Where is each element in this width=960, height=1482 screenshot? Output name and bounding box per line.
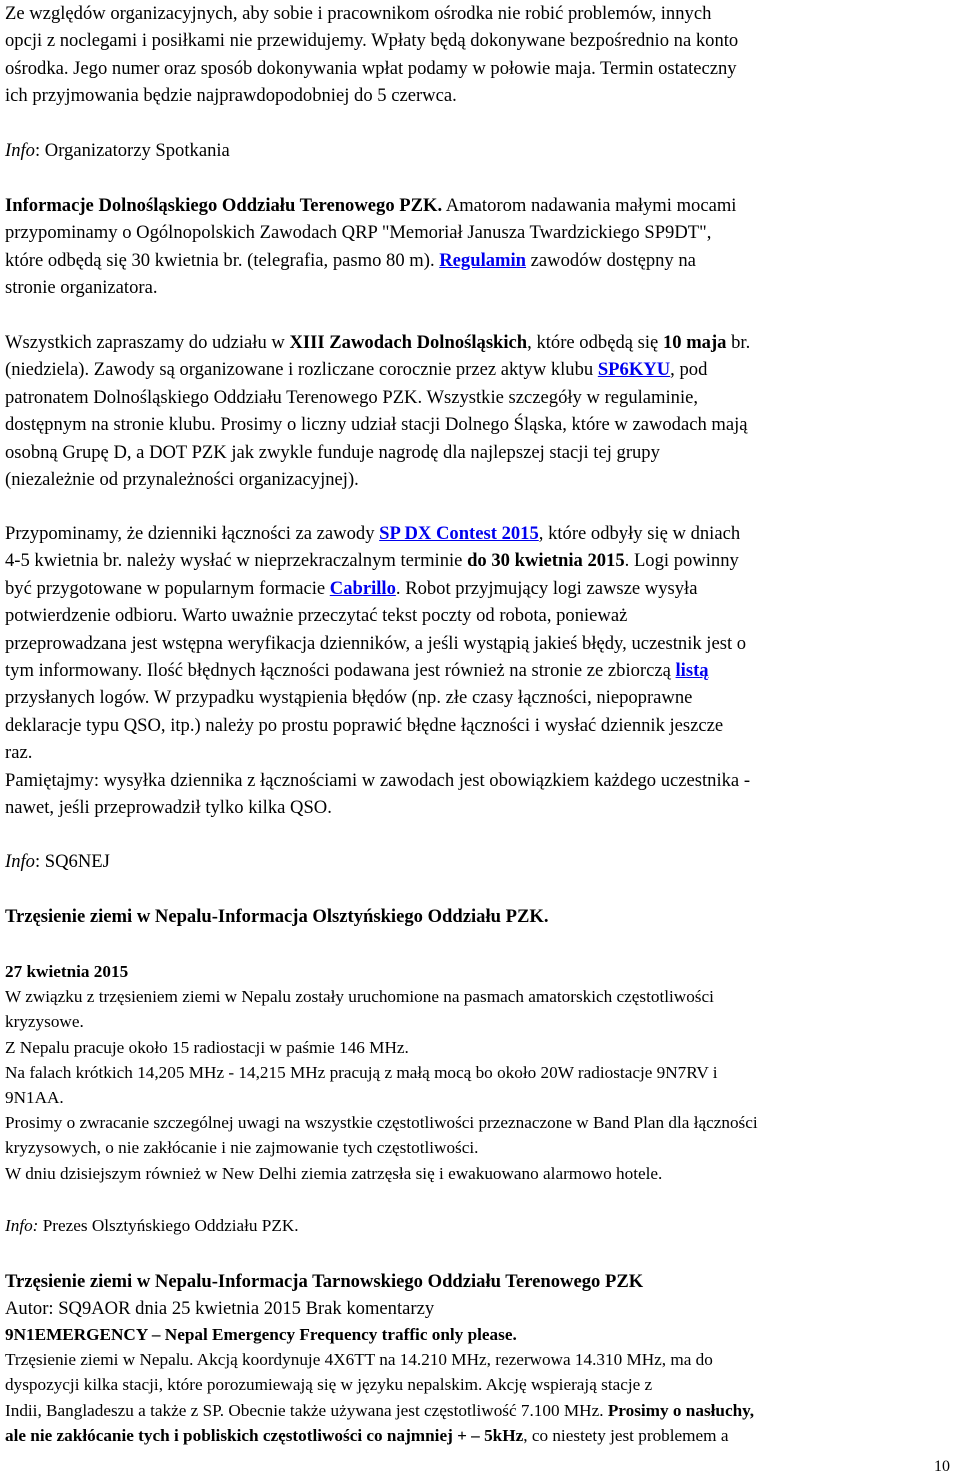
info-sq6nej xyxy=(5,848,955,875)
text-line: patronatem Dolnośląskiego Oddziału Terenowego PZK. Wszystkie szczegóły w regulaminie, xyxy=(5,386,699,408)
bold-text: do 30 kwietnia 2015 xyxy=(467,550,625,572)
text-line: opcji z noclegami i posiłkami nie przewidujemy. Wpłaty będą dokonywane bezpośrednio na konto xyxy=(5,30,739,52)
text-line: kryzysowych, o nie zakłócanie i nie zajmowanie tych częstotliwości. xyxy=(5,1138,479,1158)
text-line: (niedziela). Zawody są organizowane i rozliczane corocznie przez aktyw klubu xyxy=(5,359,598,381)
nepal-tarnow-heading-block xyxy=(5,1268,955,1323)
text-line: br. xyxy=(726,332,751,353)
dolny-section xyxy=(5,192,955,302)
regulamin-link[interactable]: Regulamin xyxy=(439,249,527,271)
info-organizers xyxy=(5,137,955,164)
text-line: przysłanych logów. W przypadku wystąpienia błędów (np. złe czasy łączności, niepoprawne xyxy=(5,687,693,709)
text-line: ośrodka. Jego numer oraz sposób dokonywania wpłat podamy w połowie maja. Termin ostateczny xyxy=(5,57,737,79)
bold-text: XIII Zawodach Dolnośląskich xyxy=(289,332,528,353)
info-text: : SQ6NEJ xyxy=(34,851,110,872)
text-line: potwierdzenie odbioru. Warto uważnie przeczytać tekst poczty od robota, ponieważ xyxy=(5,605,628,627)
date-line: 27 kwietnia 2015 xyxy=(5,962,129,981)
nepal-tarnow-body xyxy=(5,1322,955,1448)
bold-text: Prosimy o nasłuchy, xyxy=(607,1400,755,1420)
emergency-line: 9N1EMERGENCY – Nepal Emergency Frequency traffic only please. xyxy=(5,1325,517,1344)
text-line: , które odbyły się w dniach xyxy=(538,523,741,544)
info-label: Info: xyxy=(5,1216,39,1235)
info-olsztyn xyxy=(5,1213,955,1238)
text-line: które odbędą się 30 kwietnia br. (telegrafia, pasmo 80 m). xyxy=(5,249,440,271)
text-line: ich przyjmowania będzie najprawdopodobniej do 5 czerwca. xyxy=(5,85,457,107)
page-number: 10 xyxy=(934,1458,950,1475)
text-line: deklaracje typu QSO, itp.) należy po prostu poprawić błędne łączności i wysłać dziennik jeszcze xyxy=(5,714,724,736)
text-line: przypominamy o Ogólnopolskich Zawodach QRP "Memoriał Janusza Twardzickiego SP9DT", xyxy=(5,222,712,244)
section-heading: Trzęsienie ziemi w Nepalu-Informacja Olsztyńskiego Oddziału PZK. xyxy=(5,906,549,927)
intro-paragraph xyxy=(5,0,955,110)
text-line: osobną Grupę D, a DOT PZK jak zwykle funduje nagrodę dla najlepszej stacji tej grupy xyxy=(5,441,660,463)
text-line: , które odbędą się xyxy=(527,332,663,353)
text-line: tym informowany. Ilość błędnych łączności podawana jest również na stronie ze zbiorczą xyxy=(5,660,676,682)
info-text: : Organizatorzy Spotkania xyxy=(34,140,230,161)
text-line: nawet, jeśli przeprowadził tylko kilka QSO. xyxy=(5,797,332,819)
text-line: Przypominamy, że dzienniki łączności za zawody xyxy=(5,523,380,544)
text-line: Indii, Bangladeszu a także z SP. Obecnie także używana jest częstotliwość 7.100 MHz. xyxy=(5,1400,608,1420)
section-heading: Informacje Dolnośląskiego Oddziału Terenowego PZK. xyxy=(5,195,443,216)
text-line: , pod xyxy=(670,359,708,381)
text-line: dostępnym na stronie klubu. Prosimy o liczny udział stacji Dolnego Śląska, które w zawodach mają xyxy=(5,414,748,436)
text-line: Amatorom nadawania małymi mocami xyxy=(442,195,737,216)
text-line: Na falach krótkich 14,205 MHz - 14,215 MHz pracują z małą mocą bo około 20W radiostacje 9N7RV i xyxy=(5,1062,718,1082)
text-line: (niezależnie od przynależności organizacyjnej). xyxy=(5,469,359,491)
text-line: być przygotowane w popularnym formacie xyxy=(5,577,330,599)
text-line: W dniu dzisiejszym również w New Delhi ziemia zatrzęsła się i ewakuowano alarmowo hotele. xyxy=(5,1163,663,1183)
xiii-section xyxy=(5,329,955,493)
nepal-olsztyn-heading-block xyxy=(5,903,955,930)
text-line: 4-5 kwietnia br. należy wysłać w nieprzekraczalnym terminie xyxy=(5,550,468,572)
text-line: Wszystkich zapraszamy do udziału w xyxy=(5,332,290,353)
sp6kyu-link[interactable]: SP6KYU xyxy=(597,359,671,381)
sp-dx-contest-link[interactable]: SP DX Contest 2015 xyxy=(379,523,539,544)
text-line: raz. xyxy=(5,742,33,764)
info-label: Info xyxy=(5,851,35,872)
author-line: Autor: SQ9AOR dnia 25 kwietnia 2015 Brak komentarzy xyxy=(5,1298,435,1320)
lista-link[interactable]: listą xyxy=(675,660,709,682)
text-line: Ze względów organizacyjnych, aby sobie i pracownikom ośrodka nie robić problemów, innych xyxy=(5,3,712,24)
text-line: Pamiętajmy: wysyłka dziennika z łącznościami w zawodach jest obowiązkiem każdego uczestnika - xyxy=(5,769,751,791)
text-line: przeprowadzana jest wstępna weryfikacja dzienników, a jeśli wystąpią jakieś błędy, uczestnik jest o xyxy=(5,632,747,654)
text-line: stronie organizatora. xyxy=(5,277,158,299)
text-line: Prosimy o zwracanie szczególnej uwagi na wszystkie częstotliwości przeznaczone w Band Plan dla łączności xyxy=(5,1113,758,1133)
cabrillo-link[interactable]: Cabrillo xyxy=(329,577,396,599)
text-line: . Robot przyjmujący logi zawsze wysyła xyxy=(395,577,698,599)
text-line: Z Nepalu pracuje około 15 radiostacji w paśmie 146 MHz. xyxy=(5,1037,409,1057)
info-label: Info xyxy=(5,140,35,161)
text-line: Trzęsienie ziemi w Nepalu. Akcją koordynuje 4X6TT na 14.210 MHz, rezerwowa 14.310 MHz, ma do xyxy=(5,1350,713,1370)
text-line: . Logi powinny xyxy=(624,550,739,572)
text-line: zawodów dostępny na xyxy=(526,249,696,271)
dx-contest-section xyxy=(5,520,955,821)
info-text: Prezes Olsztyńskiego Oddziału PZK. xyxy=(38,1216,299,1235)
text-line: W związku z trzęsieniem ziemi w Nepalu zostały uruchomione na pasmach amatorskich częstotliwości xyxy=(5,987,714,1007)
text-line: , co niestety jest problemem a xyxy=(523,1425,729,1445)
text-line: kryzysowe. xyxy=(5,1012,84,1032)
text-line: 9N1AA. xyxy=(5,1088,64,1108)
nepal-olsztyn-body xyxy=(5,959,955,1186)
bold-text: 10 maja xyxy=(662,332,727,353)
section-heading: Trzęsienie ziemi w Nepalu-Informacja Tarnowskiego Oddziału Terenowego PZK xyxy=(5,1271,644,1292)
bold-text: ale nie zakłócanie tych i pobliskich częstotliwości co najmniej + – 5kHz xyxy=(5,1425,524,1445)
text-line: dyspozycji kilka stacji, które porozumiewają się w języku nepalskim. Akcję wspierają stacje z xyxy=(5,1375,653,1395)
